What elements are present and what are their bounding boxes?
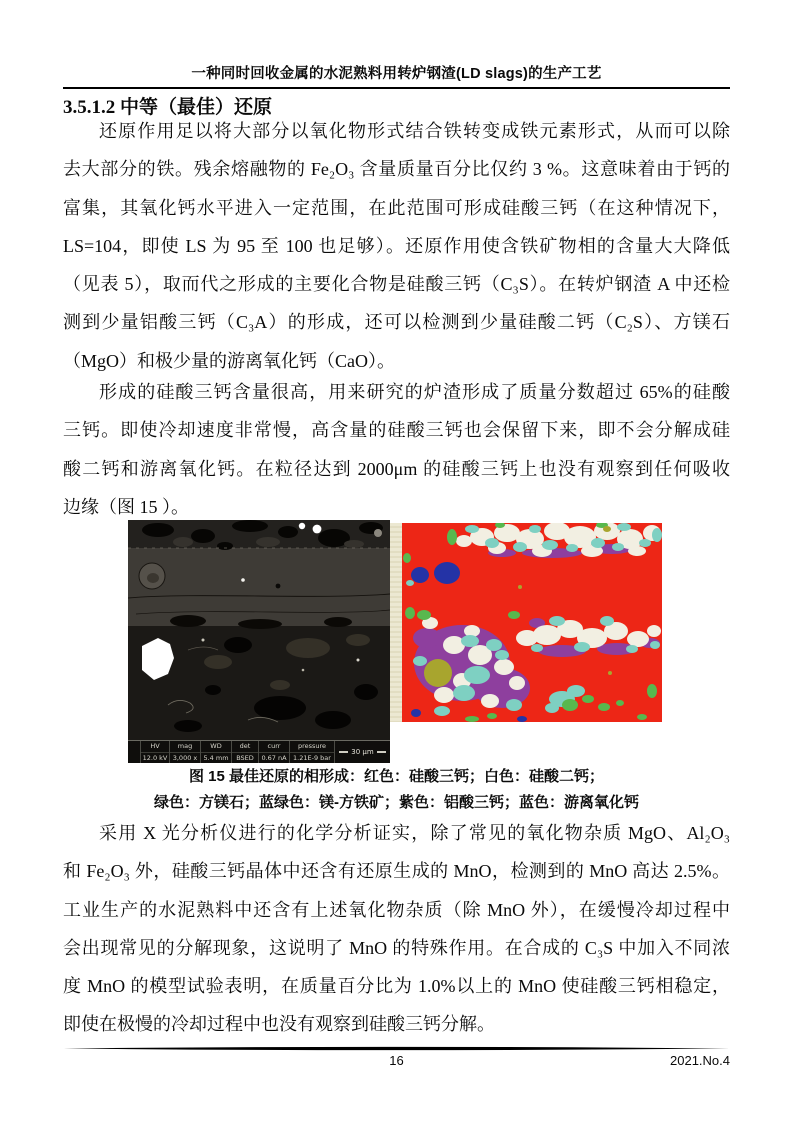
sem-lead-cell xyxy=(128,741,141,763)
footer xyxy=(63,1053,730,1068)
image-divider-strip xyxy=(390,523,402,722)
text-line: 工业生产的水泥熟料中还含有上述氧化物杂质（除 MnO 外），在缓慢冷却过程中 xyxy=(63,899,730,920)
issue-label: 2021.No.4 xyxy=(670,1053,730,1068)
scale-bar xyxy=(335,741,390,763)
text-line: 度 MnO 的模型试验表明，在质量百分比为 1.0%以上的 MnO 使硅酸三钙相稳定， xyxy=(63,976,730,997)
paragraph-c3s-content xyxy=(63,373,730,526)
sem-col-wd xyxy=(201,741,232,763)
sem-info-bar xyxy=(128,740,390,763)
section-heading: 3.5.1.2 中等（最佳）还原 xyxy=(63,97,273,118)
sem-label: HV xyxy=(141,741,169,753)
paragraph-xray-analysis xyxy=(63,814,730,1044)
text-line: 边缘（图 15 ）。 xyxy=(63,496,189,517)
paragraph-reduction-intro xyxy=(63,112,730,380)
sem-col-det xyxy=(232,741,259,763)
sem-col-curr xyxy=(259,741,290,763)
text-line: 测到少量铝酸三钙（C₃A）的形成，还可以检测到少量硅酸二钙（C₂S）、方镁石 xyxy=(63,312,730,333)
text-line: 会出现常见的分解现象，这说明了 MnO 的特殊作用。在合成的 C₃S 中加入不同浓 xyxy=(63,937,730,958)
header-title: 一种同时回收金属的水泥熟料用转炉钢渣(LD slags)的生产工艺 xyxy=(191,66,602,82)
sem-value: 3,000 x xyxy=(172,753,198,762)
footer-rule xyxy=(63,1046,730,1051)
figure-caption xyxy=(63,764,730,816)
sem-value: 5.4 mm xyxy=(203,753,229,762)
sem-micrograph xyxy=(128,520,390,762)
sem-label: WD xyxy=(201,741,231,753)
sem-label: curr xyxy=(259,741,289,753)
sem-col-pressure xyxy=(290,741,335,763)
text-line: 去大部分的铁。残余熔融物的 Fe₂O₃ 含量质量百分比仅约 3 %。这意味着由于钙的 xyxy=(63,159,730,180)
sem-value: 1.21E-9 bar xyxy=(293,753,331,762)
text-line: （见表 5），取而代之形成的主要化合物是硅酸三钙（C₃S）。在转炉钢渣 A 中还检 xyxy=(63,274,730,295)
page-number: 16 xyxy=(389,1053,404,1068)
sem-value: BSED xyxy=(236,753,254,762)
caption-line-2: 绿色：方镁石；蓝绿色：镁-方铁矿；紫色：铝酸三钙；蓝色：游离氧化钙 xyxy=(154,794,639,811)
text-line: 富集，其氧化钙水平进入一定范围，在此范围可形成硅酸三钙（在这种情况下， xyxy=(63,197,730,218)
scale-bar-line xyxy=(339,751,348,753)
text-line: 酸二钙和游离氧化钙。在粒径达到 2000μm 的硅酸三钙上也没有观察到任何吸收 xyxy=(63,458,730,479)
figure-15 xyxy=(128,520,662,762)
sem-value: 12.0 kV xyxy=(142,753,168,762)
sem-col-hv xyxy=(141,741,170,763)
text-line: 还原作用足以将大部分以氧化物形式结合铁转变成铁元素形式，从而可以除 xyxy=(99,121,730,141)
text-line: 采用 X 光分析仪进行的化学分析证实，除了常见的氧化物杂质 MgO、Al₂O₃ xyxy=(99,823,730,843)
sem-label: pressure xyxy=(290,741,334,753)
phase-map-image xyxy=(402,523,662,722)
caption-line-1: 图 15 最佳还原的相形成：红色：硅酸三钙；白色：硅酸二钙； xyxy=(188,768,605,785)
sem-artwork xyxy=(128,520,390,740)
sem-metadata-columns xyxy=(128,741,335,763)
text-line: LS=104，即使 LS 为 95 至 100 也足够）。还原作用使含铁矿物相的含量大大降低 xyxy=(63,235,730,256)
text-line: 三钙。即使冷却速度非常慢，高含量的硅酸三钙也会保留下来，即不会分解成硅 xyxy=(63,420,730,441)
header-rule xyxy=(63,87,730,89)
sem-col-mag xyxy=(170,741,201,763)
sem-label: mag xyxy=(170,741,200,753)
text-line: （MgO）和极少量的游离氧化钙（CaO）。 xyxy=(63,350,395,371)
text-line: 形成的硅酸三钙含量很高，用来研究的炉渣形成了质量分数超过 65%的硅酸 xyxy=(99,382,730,402)
text-line: 和 Fe₂O₃ 外，硅酸三钙晶体中还含有还原生成的 MnO，检测到的 MnO 高达 2.5%。 xyxy=(63,861,730,882)
sem-value: 0.67 nA xyxy=(261,753,287,762)
scale-bar-line xyxy=(377,751,386,753)
text-line: 即使在极慢的冷却过程中也没有观察到硅酸三钙分解。 xyxy=(63,1014,495,1035)
sem-label: det xyxy=(232,741,258,753)
scale-bar-label: 30 μm xyxy=(351,747,374,756)
phase-map-artwork xyxy=(402,523,662,722)
